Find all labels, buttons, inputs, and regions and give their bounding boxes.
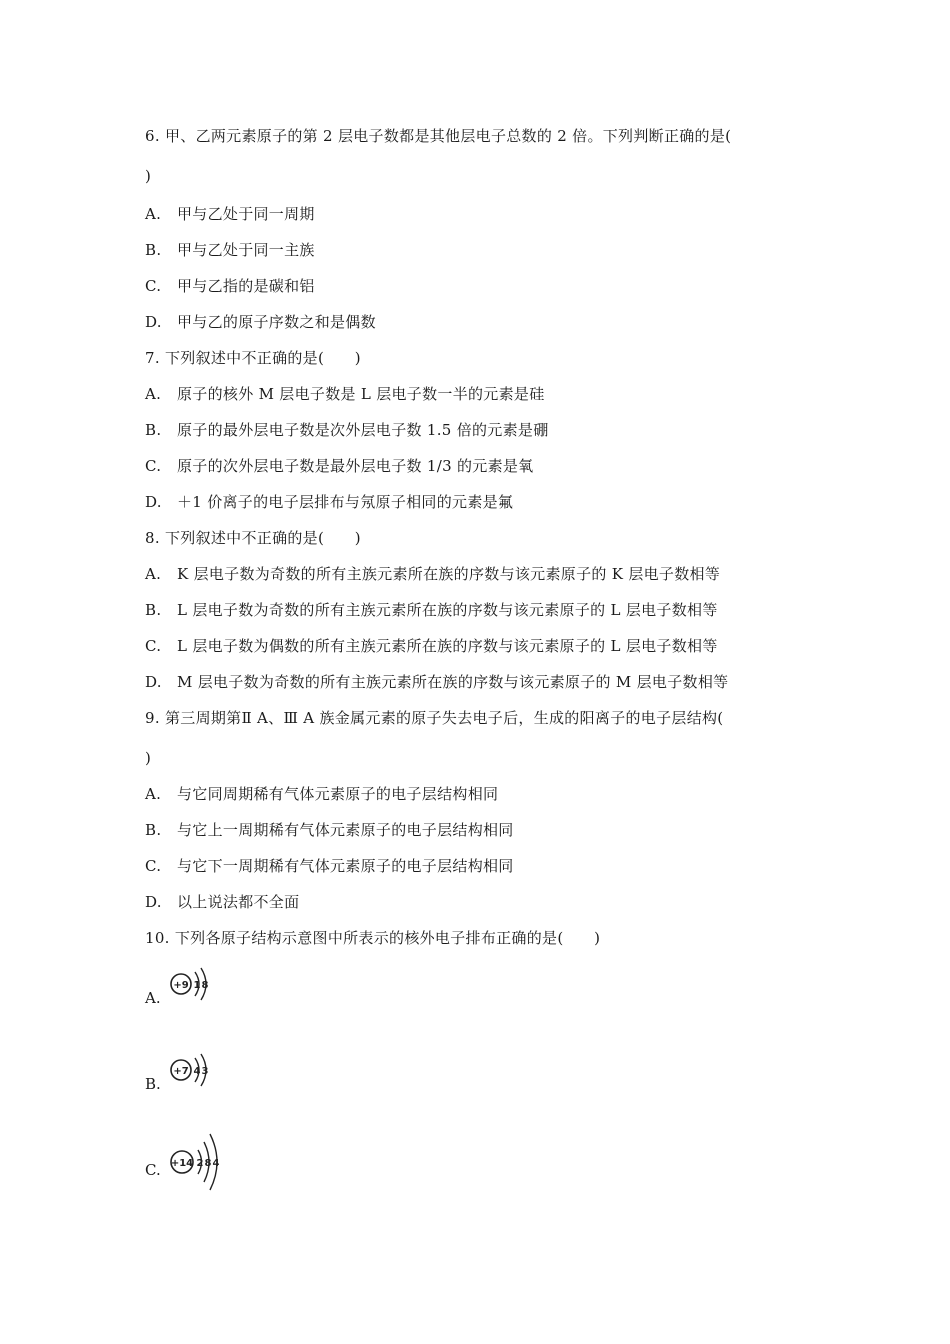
- question-6-option-a[interactable]: [145, 204, 315, 224]
- question-7-option-d[interactable]: [145, 492, 513, 512]
- nucleus-charge: +9: [173, 980, 189, 991]
- question-9-option-d[interactable]: [145, 892, 299, 912]
- shell-electron-count: 8: [204, 1158, 212, 1169]
- option-label: A.: [145, 385, 162, 403]
- option-text: 原子的次外层电子数是最外层电子数 1/3 的元素是氧: [177, 457, 534, 475]
- question-9-option-c[interactable]: [145, 856, 514, 876]
- option-label: C.: [145, 277, 162, 295]
- option-label: D.: [145, 313, 162, 331]
- question-10-option-b[interactable]: [145, 1046, 265, 1096]
- shell-electron-count: 8: [201, 980, 209, 991]
- option-text: ＋1 价离子的电子层排布与氖原子相同的元素是氟: [177, 493, 514, 511]
- question-9-option-b[interactable]: [145, 820, 514, 840]
- option-label: C.: [145, 457, 162, 475]
- option-text: M 层电子数为奇数的所有主族元素所在族的序数与该元素原子的 M 层电子数相等: [177, 673, 729, 691]
- option-text: 甲与乙指的是碳和铝: [177, 277, 315, 295]
- option-label: A.: [145, 205, 162, 223]
- shell-electron-count: 4: [193, 1066, 201, 1077]
- question-6-option-c[interactable]: [145, 276, 315, 296]
- nucleus-charge: +14: [170, 1158, 194, 1169]
- question-6-stem-continued: ): [145, 167, 152, 185]
- question-10-option-c[interactable]: [145, 1128, 285, 1198]
- atom-structure-diagram: [167, 1128, 251, 1194]
- atom-structure-diagram: [167, 1046, 239, 1096]
- option-text: 甲与乙处于同一主族: [177, 241, 315, 259]
- question-9-stem-continued: ): [145, 749, 152, 767]
- question-8-option-c[interactable]: [145, 636, 718, 656]
- question-10-option-a[interactable]: [145, 960, 265, 1010]
- option-label: D.: [145, 893, 162, 911]
- option-label: A.: [145, 785, 162, 803]
- option-text: 原子的核外 M 层电子数是 L 层电子数一半的元素是硅: [177, 385, 545, 403]
- option-label: C.: [145, 637, 162, 655]
- question-6-stem: 6. 甲、乙两元素原子的第 2 层电子数都是其他层电子总数的 2 倍。下列判断正确的是(: [145, 127, 732, 145]
- option-label: B.: [145, 821, 162, 839]
- question-6-option-b[interactable]: [145, 240, 315, 260]
- option-text: 甲与乙的原子序数之和是偶数: [177, 313, 376, 331]
- question-10-stem: 10. 下列各原子结构示意图中所表示的核外电子排布正确的是( ): [145, 929, 601, 947]
- question-9-stem: 9. 第三周期第Ⅱ A、Ⅲ A 族金属元素的原子失去电子后，生成的阳离子的电子层结构(: [145, 709, 724, 727]
- option-text: 与它下一周期稀有气体元素原子的电子层结构相同: [177, 857, 514, 875]
- option-label: D.: [145, 493, 162, 511]
- option-text: 原子的最外层电子数是次外层电子数 1.5 倍的元素是硼: [177, 421, 549, 439]
- option-label: B.: [145, 1075, 161, 1093]
- option-text: 与它上一周期稀有气体元素原子的电子层结构相同: [177, 821, 514, 839]
- shell-electron-count: 4: [212, 1158, 220, 1169]
- option-text: 甲与乙处于同一周期: [177, 205, 315, 223]
- question-7-option-a[interactable]: [145, 384, 545, 404]
- option-label: A.: [145, 565, 162, 583]
- question-7-option-c[interactable]: [145, 456, 533, 476]
- option-label: A.: [145, 989, 161, 1007]
- shell-electron-count: 2: [196, 1158, 204, 1169]
- option-text: L 层电子数为奇数的所有主族元素所在族的序数与该元素原子的 L 层电子数相等: [177, 601, 718, 619]
- option-text: K 层电子数为奇数的所有主族元素所在族的序数与该元素原子的 K 层电子数相等: [177, 565, 721, 583]
- option-text: L 层电子数为偶数的所有主族元素所在族的序数与该元素原子的 L 层电子数相等: [177, 637, 718, 655]
- atom-structure-diagram: [167, 960, 239, 1010]
- option-label: D.: [145, 673, 162, 691]
- nucleus-charge: +7: [173, 1066, 189, 1077]
- shell-electron-count: 3: [201, 1066, 209, 1077]
- question-9-option-a[interactable]: [145, 784, 498, 804]
- question-8-option-b[interactable]: [145, 600, 718, 620]
- question-7-stem: 7. 下列叙述中不正确的是( ): [145, 349, 361, 367]
- question-8-option-d[interactable]: [145, 672, 728, 692]
- question-8-option-a[interactable]: [145, 564, 720, 584]
- option-label: C.: [145, 1161, 161, 1179]
- question-8-stem: 8. 下列叙述中不正确的是( ): [145, 529, 361, 547]
- option-label: B.: [145, 421, 162, 439]
- question-7-option-b[interactable]: [145, 420, 549, 440]
- option-text: 以上说法都不全面: [177, 893, 300, 911]
- option-label: B.: [145, 601, 162, 619]
- option-label: B.: [145, 241, 162, 259]
- option-label: C.: [145, 857, 162, 875]
- option-text: 与它同周期稀有气体元素原子的电子层结构相同: [177, 785, 499, 803]
- question-6-option-d[interactable]: [145, 312, 376, 332]
- shell-electron-count: 1: [193, 980, 201, 991]
